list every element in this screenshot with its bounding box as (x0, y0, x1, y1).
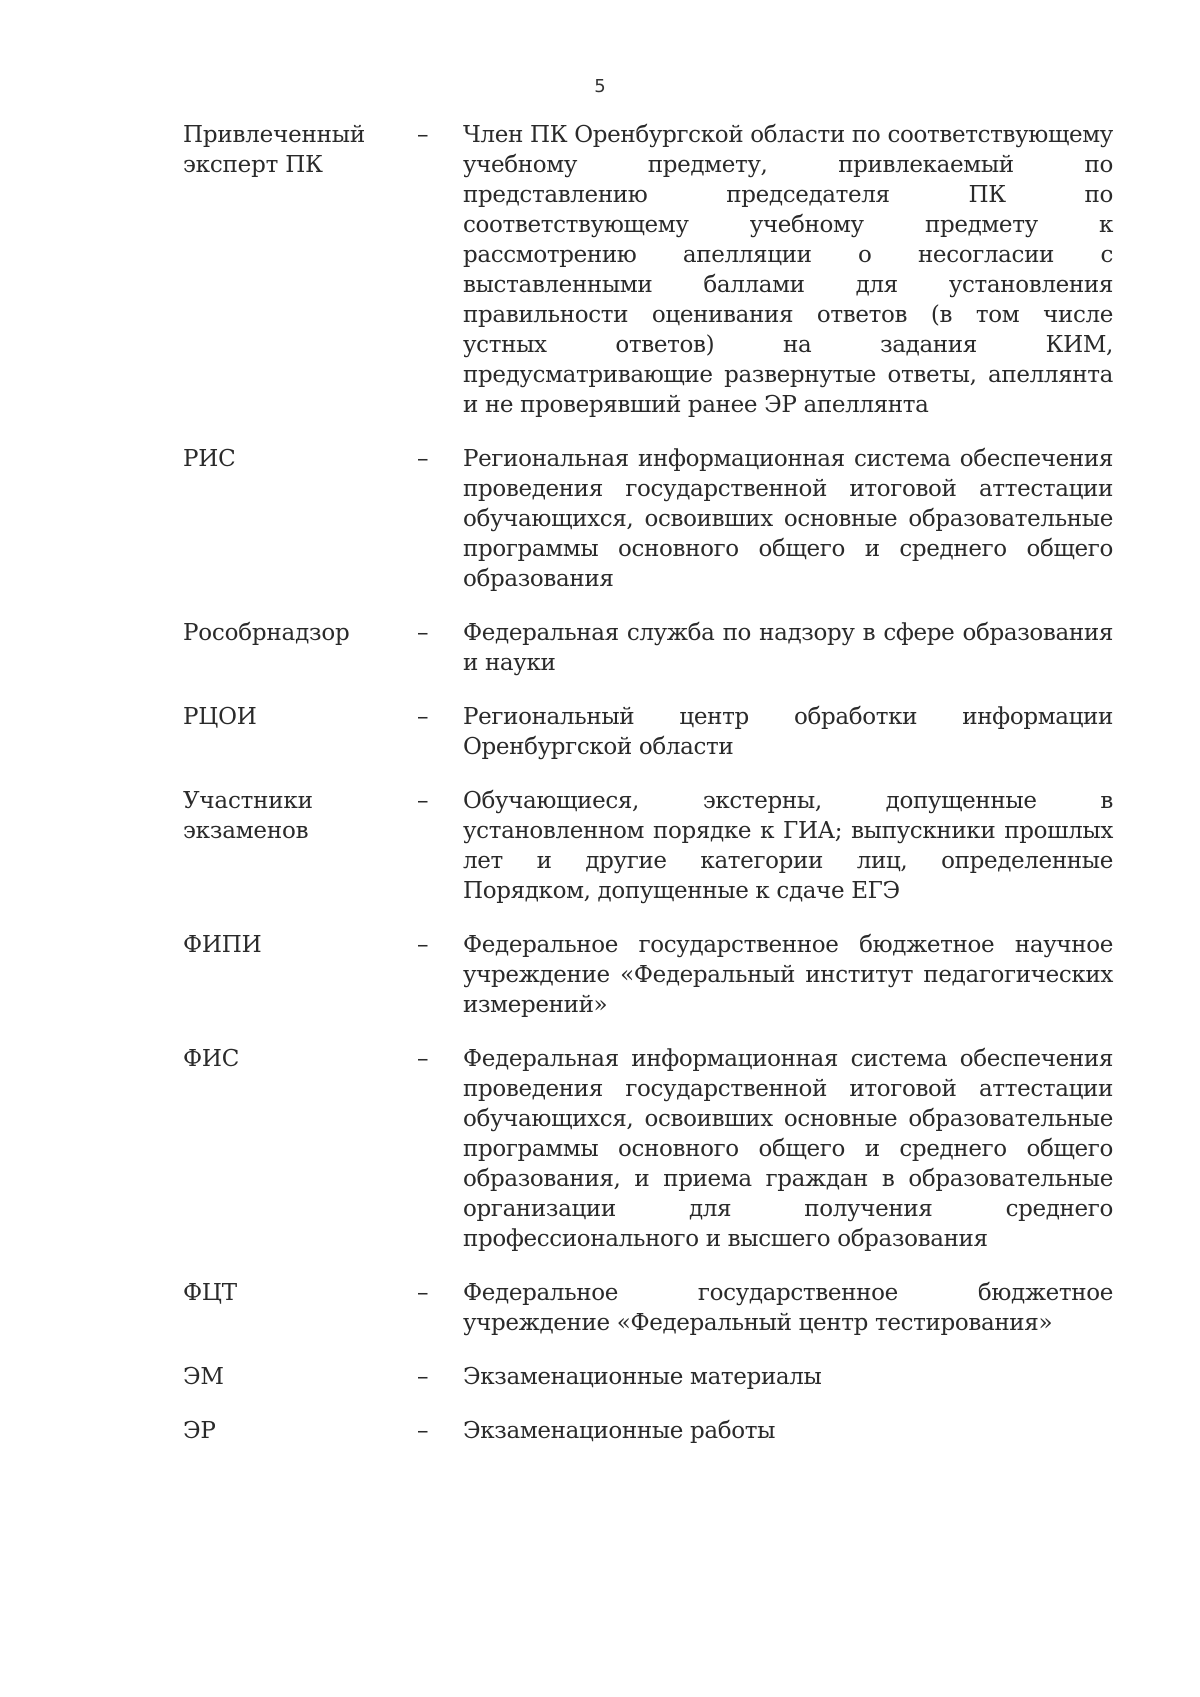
entry-dash: – (417, 446, 429, 472)
list-item (183, 120, 1113, 420)
list-item (183, 702, 1113, 762)
entry-term: ЭМ (183, 1364, 224, 1390)
entry-dash: – (417, 122, 429, 148)
entry-dash: – (417, 620, 429, 646)
entry-term: Участники экзаменов (183, 788, 313, 844)
entry-term: Привлеченный эксперт ПК (183, 122, 365, 178)
entry-definition: Федеральное государственное бюджетное научное учреждение «Федеральный институт педагогических измерений» (463, 932, 1113, 1018)
entry-definition: Экзаменационные материалы (463, 1364, 822, 1390)
entry-definition: Обучающиеся, экстерны, допущенные в установленном порядке к ГИА; выпускники прошлых лет и другие категории лиц, определенные Порядком, допущенные к сдаче ЕГЭ (463, 788, 1113, 904)
entry-definition: Федеральная служба по надзору в сфере образования и науки (463, 620, 1113, 676)
entry-term: ФЦТ (183, 1280, 237, 1306)
entry-dash: – (417, 1280, 429, 1306)
entry-term: ФИПИ (183, 932, 262, 958)
entry-definition: Региональный центр обработки информации Оренбургской области (463, 704, 1113, 760)
entry-dash: – (417, 1418, 429, 1444)
abbreviations-list (183, 120, 1113, 1446)
list-item (183, 930, 1113, 1020)
page-number: 5 (594, 76, 606, 97)
entry-term: РИС (183, 446, 236, 472)
entry-term: ФИС (183, 1046, 240, 1072)
entry-dash: – (417, 1046, 429, 1072)
entry-dash: – (417, 1364, 429, 1390)
entry-term: ЭР (183, 1418, 216, 1444)
entry-dash: – (417, 704, 429, 730)
entry-term: РЦОИ (183, 704, 257, 730)
list-item (183, 444, 1113, 594)
entry-dash: – (417, 788, 429, 814)
entry-definition: Член ПК Оренбургской области по соответствующему учебному предмету, привлекаемый по представлению председателя ПК по соответствующему учебному предмету к рассмотрению апелляции о несогласии с выставленными баллами для установления правильности оценивания ответов (в том числе устных ответов) на задания КИМ, предусматривающие развернутые ответы, апеллянта и не проверявший ранее ЭР апеллянта (463, 122, 1113, 418)
list-item (183, 786, 1113, 906)
entry-definition: Экзаменационные работы (463, 1418, 776, 1444)
entry-definition: Региональная информационная система обеспечения проведения государственной итоговой аттестации обучающихся, освоивших основные образовательные программы основного общего и среднего общего образования (463, 446, 1113, 592)
list-item (183, 1044, 1113, 1254)
list-item (183, 1416, 1113, 1446)
entry-definition: Федеральная информационная система обеспечения проведения государственной итоговой аттестации обучающихся, освоивших основные образовательные программы основного общего и среднего общего образования, и приема граждан в образовательные организации для получения среднего профессионального и высшего образования (463, 1046, 1113, 1252)
entry-dash: – (417, 932, 429, 958)
list-item (183, 1278, 1113, 1338)
list-item (183, 1362, 1113, 1392)
entry-definition: Федеральное государственное бюджетное учреждение «Федеральный центр тестирования» (463, 1280, 1113, 1336)
list-item (183, 618, 1113, 678)
entry-term: Рособрнадзор (183, 620, 350, 646)
